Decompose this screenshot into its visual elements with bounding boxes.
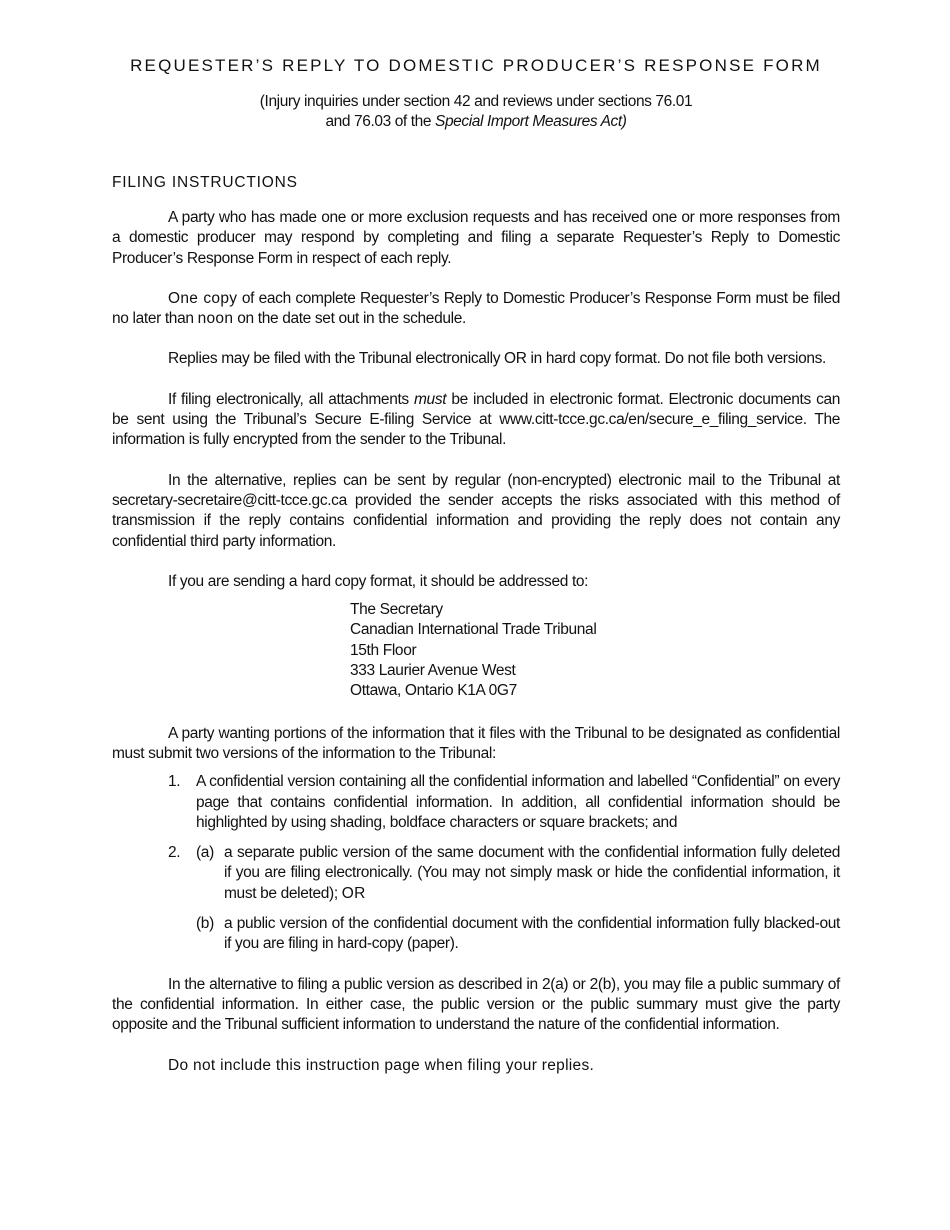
paragraph-exclusion-requests: A party who has made one or more exclusion requests and has received one or more responses from a domestic producer may respond by completing and filing a separate Requester’s Reply to Domestic Producer’s Response Form in respect of each reply. <box>112 209 840 267</box>
confidential-versions-list <box>112 772 840 954</box>
paragraph-hard-copy: If you are sending a hard copy format, it should be addressed to: <box>168 572 589 590</box>
list-item <box>112 843 840 904</box>
list-item-number: 2. <box>168 844 181 862</box>
paragraph-confidential-intro: A party wanting portions of the information that it files with the Tribunal to be designated as confidential must submit two versions of the information to the Tribunal: <box>112 724 840 762</box>
instructions-body <box>112 208 840 1076</box>
sub-item-b-text: a public version of the confidential document with the confidential information fully blacked-out if you are filing in hard-copy (paper). <box>224 915 840 953</box>
electronic-text-1: If filing electronically, all attachments <box>168 390 414 408</box>
paragraph-public-summary: In the alternative to filing a public version as described in 2(a) or 2(b), you may file a public summary of the confidential information. In either case, the public version or the public summary must give the party opposite and the Tribunal sufficient information to understand the nature of the confidential information. <box>112 975 840 1034</box>
address-line-5: Ottawa, Ontario K1A 0G7 <box>350 682 517 700</box>
address-line-2: Canadian International Trade Tribunal <box>350 621 597 639</box>
list-item <box>112 772 840 833</box>
act-name: Special Import Measures Act) <box>435 113 627 130</box>
document-page <box>112 56 840 1096</box>
subtitle-line-2 <box>112 112 840 132</box>
paragraph-one-copy <box>112 289 840 330</box>
sub-item-text <box>224 843 840 904</box>
address-line-3: 15th Floor <box>350 641 417 659</box>
sub-item-label: (b) <box>196 915 214 933</box>
sub-item-a-text: a separate public version of the same document with the confidential information fully deleted if you are filing electronically. (You may not simply mask or hide the confidential information, it must be deleted); <box>224 844 840 902</box>
paragraph-electronic-filing <box>112 390 840 451</box>
list-item-number: 1. <box>168 773 181 791</box>
one-copy-text: One copy <box>168 289 238 307</box>
final-note: Do not include this instruction page when filing your replies. <box>168 1056 595 1074</box>
mailing-address <box>350 600 840 701</box>
noon-text: noon <box>197 310 234 328</box>
form-subtitle <box>112 92 840 132</box>
must-emphasis: must <box>413 390 447 408</box>
paragraph-email-alternative: In the alternative, replies can be sent by regular (non-encrypted) electronic mail to the Tribunal at secretary-secretaire@citt-tcce.gc.ca provided the sender accepts the risks associated with this method of transmission if the reply contains confidential information and providing the reply does not contain any confidential third party information. <box>112 471 840 550</box>
or-text: OR <box>341 884 366 902</box>
paragraph-filing-format: Replies may be filed with the Tribunal electronically OR in hard copy format. Do not file both versions. <box>168 350 826 368</box>
subtitle-line-2-text: and 76.03 of the <box>325 113 436 130</box>
address-line-1: The Secretary <box>350 601 443 619</box>
filing-instructions-heading: FILING INSTRUCTIONS <box>112 174 298 191</box>
electronic-text-2: be included in electronic format. Electronic documents can be sent using the Tribunal’s Secure E-filing Service at www.citt-tcce.gc.ca/en/secure_e_filing_service. The information is fully encrypted from the sender to the Tribunal. <box>112 390 841 449</box>
list-item <box>112 914 840 955</box>
address-line-4: 333 Laurier Avenue West <box>350 662 516 680</box>
sub-item-label: (a) <box>196 844 214 862</box>
one-copy-tail: on the date set out in the schedule. <box>233 310 466 328</box>
form-title: REQUESTER’S REPLY TO DOMESTIC PRODUCER’S RESPONSE FORM <box>130 56 822 75</box>
one-copy-body: of each complete Requester’s Reply to Domestic Producer’s Response Form must be filed no later than <box>112 289 840 328</box>
subtitle-line-1: (Injury inquiries under section 42 and reviews under sections 76.01 <box>259 93 693 110</box>
list-item-text: A confidential version containing all the confidential information and labelled “Confidential” on every page that contains confidential information. In addition, all confidential information should be highlighted by using shading, boldface characters or square brackets; and <box>196 773 840 831</box>
